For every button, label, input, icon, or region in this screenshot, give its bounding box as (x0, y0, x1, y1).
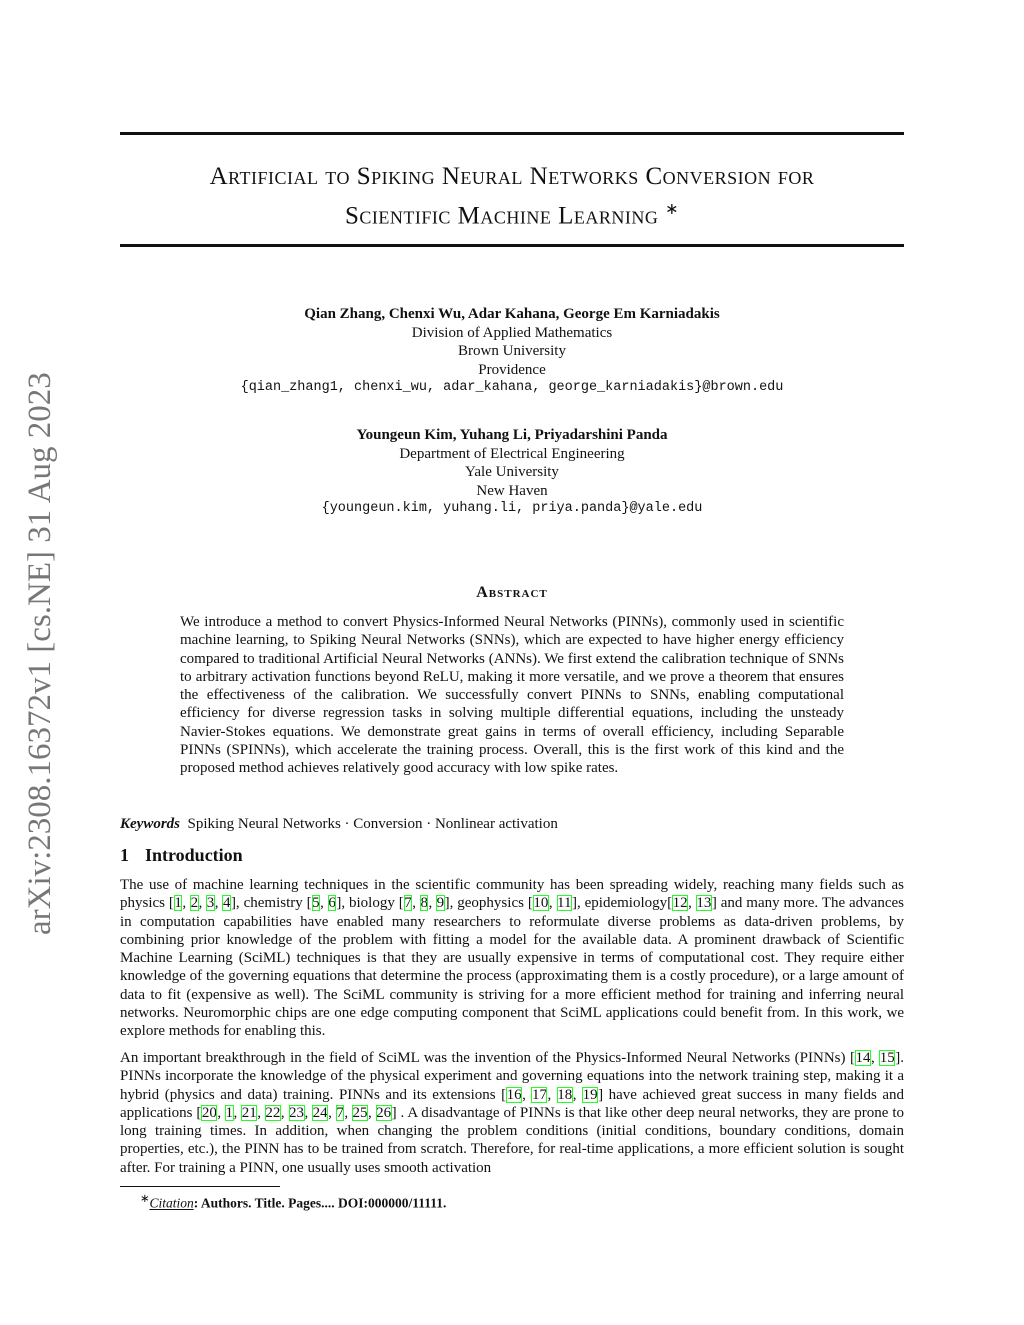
paragraph-text: , (328, 1104, 336, 1121)
author-dept: Department of Electrical Engineering (399, 445, 625, 462)
citation-link[interactable]: 22 (265, 1104, 281, 1121)
paragraph-text: , (522, 1086, 532, 1103)
paragraph-text: , (182, 895, 191, 912)
citation-link[interactable]: 24 (312, 1104, 328, 1121)
paragraph-text: ], chemistry [ (230, 895, 312, 912)
abstract-heading: Abstract (476, 584, 548, 601)
paragraph-text: ], geophysics [ (444, 895, 533, 912)
citation-link[interactable]: 8 (420, 895, 428, 912)
citation-link[interactable]: 23 (289, 1104, 305, 1121)
paragraph-text: , (304, 1104, 313, 1121)
citation-link[interactable]: 21 (241, 1104, 257, 1121)
citation-link[interactable]: 16 (506, 1086, 522, 1103)
author-university: Brown University (458, 343, 566, 359)
author-names: Youngeun Kim, Yuhang Li, Priyadarshini Panda (356, 427, 668, 443)
author-city: Providence (478, 361, 546, 378)
author-dept: Division of Applied Mathematics (411, 324, 613, 341)
citation-link[interactable]: 2 (190, 895, 199, 912)
citation-link[interactable]: 15 (879, 1050, 895, 1066)
footnote (140, 1192, 446, 1212)
citation-link[interactable]: 13 (696, 895, 712, 912)
paragraph-text: , (198, 895, 207, 912)
paragraph-text: , (344, 1104, 352, 1121)
footnote-marker: ∗ (140, 1193, 150, 1205)
arxiv-identifier: arXiv:2308.16372v1 [cs.NE] 31 Aug 2023 (22, 372, 58, 935)
paragraph-text: , (257, 1104, 265, 1121)
paragraph-text: ] and many more. The advances in computation capabilities have enabled many researchers to reformulate diverse problems as data-driven problems, by combining prior knowledge of the problem with fitting a model for the available data. A prominent drawback of Scientific Machine Learning (SciML) techniques is that they are usually expensive in terms of computational cost. They require either knowledge of the governing equations that determine the process (approximating them is a costly procedure), or a large amount of data to fit (expensive as well). The SciML community is striving for a more efficient method for training and inferring neural networks. Neuromorphic chips are one edge computing component that SciML applications could benefit from. In this work, we explore methods for enabling this. (120, 895, 904, 1040)
citation-link[interactable]: 7 (404, 895, 412, 912)
citation-link[interactable]: 17 (531, 1086, 547, 1103)
citation-link[interactable]: 4 (222, 895, 231, 912)
title-rule-top (120, 132, 904, 135)
author-university: Yale University (465, 464, 559, 480)
paragraph-text: ]. PINNs incorporate the knowledge of the physical experiment and governing equations into the network training step, making it a hybrid (physics and data) training. PINNs and its extensions [ (120, 1050, 904, 1103)
paragraph-text: , (548, 895, 557, 912)
paragraph-text: ], biology [ (336, 895, 404, 912)
footnote-citation-link[interactable]: Citation (149, 1195, 194, 1211)
title-line-1: Artificial to Spiking Neural Networks Conversion for (209, 163, 815, 190)
citation-link[interactable]: 10 (533, 895, 549, 912)
paragraph-text: ], epidemiology[ (571, 895, 673, 912)
author-block-brown (120, 305, 904, 398)
paragraph-text: The use of machine learning techniques in the scientific community has been spreading widely, reaching many fields such as physics [ (120, 877, 904, 912)
author-email[interactable]: {qian_zhang1, chenxi_wu, adar_kahana, george_karniadakis}@brown.edu (240, 380, 784, 395)
citation-link[interactable]: 26 (376, 1104, 392, 1121)
intro-paragraph-2 (120, 1049, 904, 1177)
footnote-text: : Authors. Title. Pages.... DOI:000000/11111. (193, 1195, 447, 1211)
paragraph-text: , (870, 1050, 880, 1066)
citation-link[interactable]: 6 (328, 895, 336, 912)
citation-link[interactable]: 3 (206, 895, 215, 912)
paragraph-text: , (367, 1104, 376, 1121)
author-email[interactable]: {youngeun.kim, yuhang.li, priya.panda}@yale.edu (321, 501, 703, 516)
paragraph-text: ] . A disadvantage of PINNs is that like other deep neural networks, they are prone to long training times. In addition, when changing the problem conditions (initial conditions, boundary conditions, domain properties, etc.), the PINN has to be trained from scratch. Therefore, for real-time applications, a more efficient solution is sought after. For training a PINN, one usually uses smooth activation (120, 1104, 904, 1176)
title-line-2: Scientific Machine Learning (344, 202, 659, 230)
footnote-rule (120, 1186, 280, 1187)
paragraph-text: , (428, 895, 437, 912)
paragraph-text: , (280, 1104, 289, 1121)
citation-link[interactable]: 12 (672, 895, 688, 912)
citation-link[interactable]: 9 (436, 895, 445, 912)
paragraph-text: An important breakthrough in the field of SciML was the invention of the Physics-Informed Neural Networks (PINNs) [ (120, 1050, 855, 1066)
paragraph-text: , (320, 895, 328, 912)
section-number: 1 (120, 845, 129, 865)
abstract-text: We introduce a method to convert Physics-Informed Neural Networks (PINNs), commonly used in scientific machine learning, to Spiking Neural Networks (SNNs), which are expected to have higher energy efficiency compared to traditional Artificial Neural Networks (ANNs). We first extend the calibration technique of SNNs to arbitrary activation functions beyond ReLU, making it more versatile, and we prove a theorem that ensures the effectiveness of the calibration. We successfully convert PINNs to SNNs, enabling computational efficiency for diverse regression tasks in solving multiple differential equations, including the unsteady Navier-Stokes equations. We demonstrate great gains in terms of overall efficiency, including Separable PINNs (SPINNs), which accelerate the training process. Overall, this is the first work of this kind and the proposed method achieves relatively good accuracy with low spike rates. (180, 614, 844, 777)
citation-link[interactable]: 5 (312, 895, 320, 912)
section-title: Introduction (145, 845, 243, 865)
citation-link[interactable]: 19 (582, 1086, 598, 1103)
intro-paragraph-1 (120, 876, 904, 1041)
keywords-label: Keywords (120, 816, 180, 832)
paragraph-text: , (547, 1086, 557, 1103)
author-block-yale (120, 426, 904, 519)
paragraph-text: , (412, 895, 420, 912)
author-city: New Haven (476, 482, 548, 499)
paragraph-text: , (214, 895, 223, 912)
title-rule-bottom (120, 244, 904, 247)
citation-link[interactable]: 7 (336, 1104, 344, 1121)
citation-link[interactable]: 1 (174, 895, 182, 912)
title-footnote-marker: ∗ (665, 201, 680, 218)
author-names: Qian Zhang, Chenxi Wu, Adar Kahana, George Em Karniadakis (304, 306, 720, 322)
citation-link[interactable]: 25 (352, 1104, 368, 1121)
section-heading (120, 845, 243, 866)
paragraph-text: , (217, 1104, 226, 1121)
paragraph-text: , (572, 1086, 583, 1103)
keywords-text: Spiking Neural Networks · Conversion · Nonlinear activation (187, 816, 558, 832)
citation-link[interactable]: 20 (201, 1104, 217, 1121)
citation-link[interactable]: 18 (557, 1086, 573, 1103)
citation-link[interactable]: 11 (557, 895, 572, 912)
paper-title (120, 160, 904, 232)
paragraph-text: ] have achieved great success in many fields and applications [ (120, 1086, 905, 1121)
keywords (120, 816, 558, 833)
citation-link[interactable]: 14 (855, 1050, 871, 1066)
paragraph-text: , (233, 1104, 242, 1121)
citation-link[interactable]: 1 (225, 1104, 234, 1121)
paragraph-text: , (688, 895, 696, 912)
